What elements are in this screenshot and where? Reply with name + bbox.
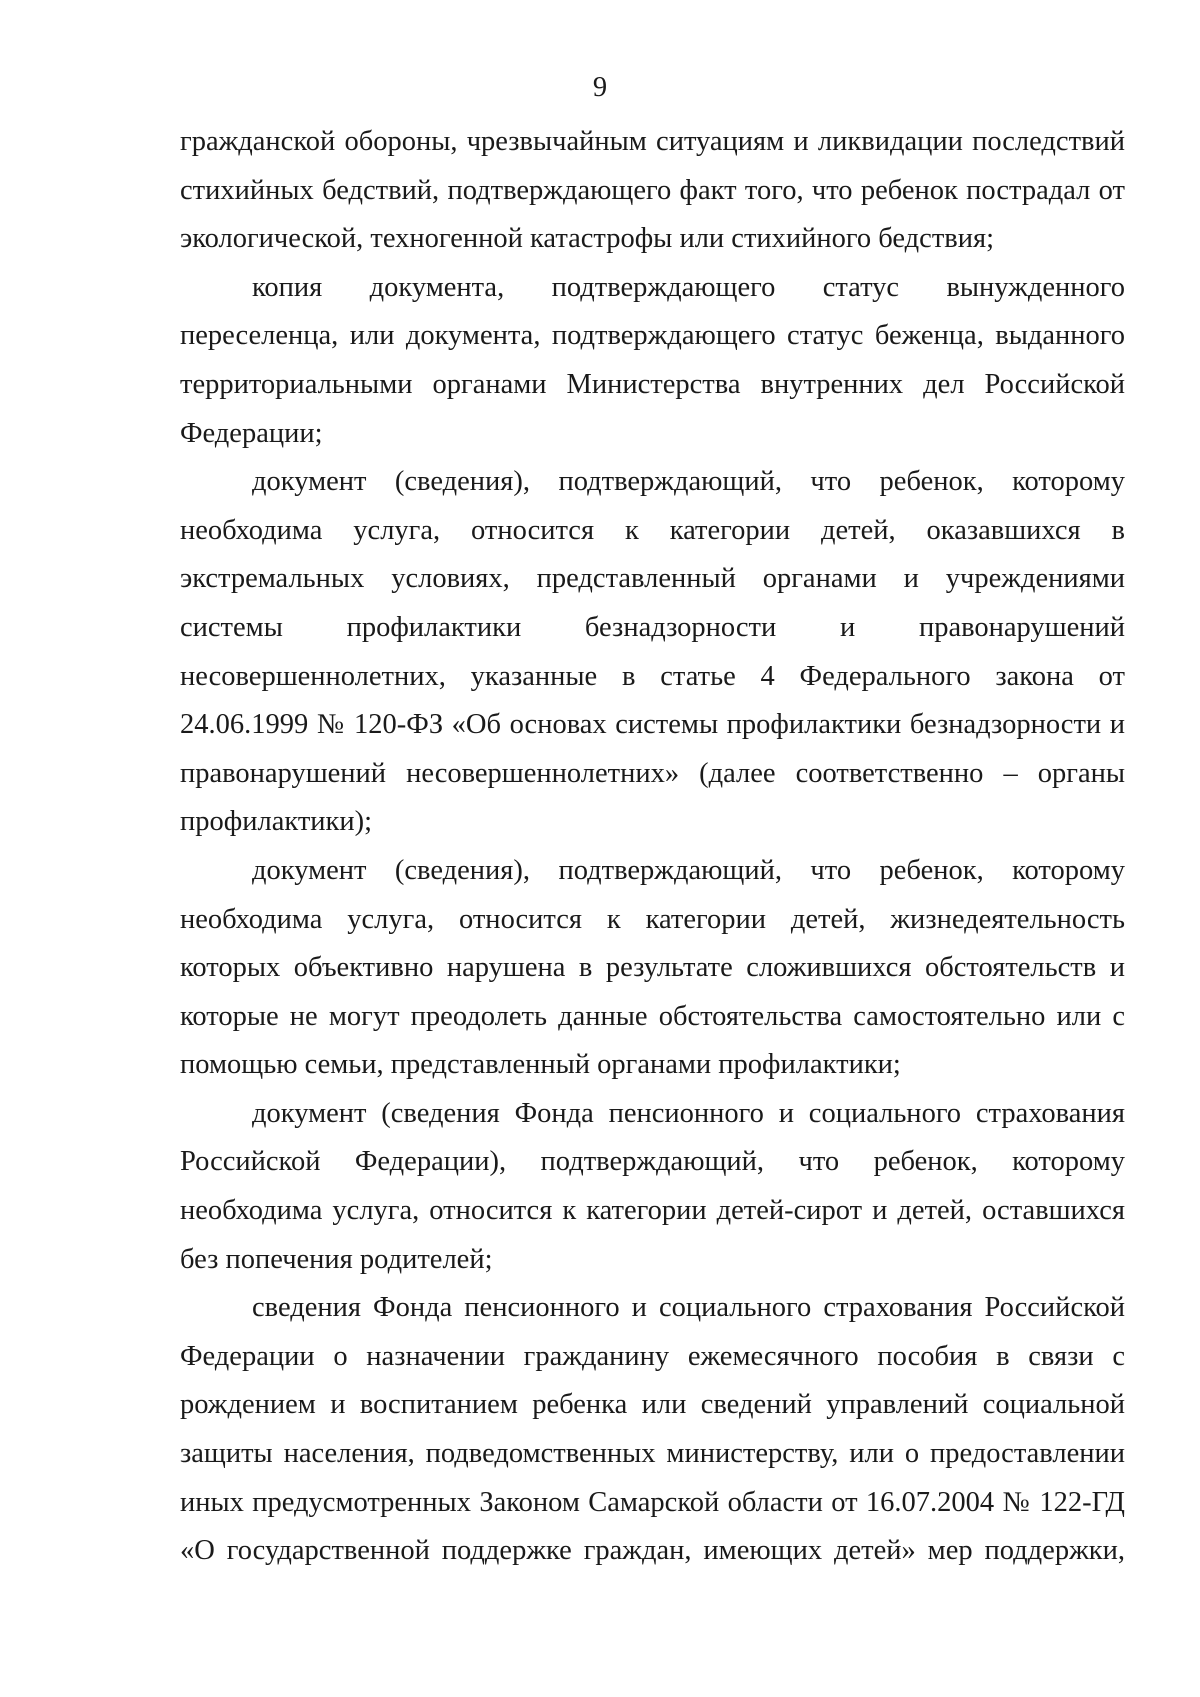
document-body bbox=[180, 118, 1125, 1576]
page-number: 9 bbox=[592, 72, 608, 103]
paragraph-extreme-conditions-document: документ (сведения), подтверждающий, что ребенок, которому необходима услуга, относится к категории детей, оказавшихся в экстремальных условиях, представленный органами и учреждениями системы профилактики безнадзорности и правонарушений несовершеннолетних, указанные в статье 4 Федерального закона от 24.06.1999 № 120-ФЗ «Об основах системы профилактики безнадзорности и правонарушений несовершеннолетних» (далее соответственно – органы профилактики); bbox=[180, 466, 1125, 838]
paragraph-displaced-person-document: копия документа, подтверждающего статус вынужденного переселенца, или документа, подтверждающего статус беженца, выданного территориальными органами Министерства внутренних дел Российской Федерации; bbox=[180, 271, 1125, 449]
paragraph-continuation: гражданской обороны, чрезвычайным ситуациям и ликвидации последствий стихийных бедствий, подтверждающего факт того, что ребенок пострадал от экологической, техногенной катастрофы или стихийного бедствия; bbox=[180, 126, 1125, 255]
paragraph-pension-fund-info: сведения Фонда пенсионного и социального страхования Российской Федерации о назначении гражданину ежемесячного пособия в связи с рождением и воспитанием ребенка или сведений управлений социальной защиты населения, подведомственных министерству, или о предоставлении иных предусмотренных Законом Самарской области от 16.07.2004 № 122-ГД «О государственной поддержке граждан, имеющих детей» мер поддержки, bbox=[180, 1292, 1125, 1567]
paragraph-disrupted-life-document: документ (сведения), подтверждающий, что ребенок, которому необходима услуга, относится к категории детей, жизнедеятельность которых объективно нарушена в результате сложившихся обстоятельств и которые не могут преодолеть данные обстоятельства самостоятельно или с помощью семьи, представленный органами профилактики; bbox=[180, 854, 1125, 1081]
paragraph-orphans-document: документ (сведения Фонда пенсионного и социального страхования Российской Федерации), подтверждающий, что ребенок, которому необходима услуга, относится к категории детей-сирот и детей, оставшихся без попечения родителей; bbox=[180, 1097, 1125, 1275]
